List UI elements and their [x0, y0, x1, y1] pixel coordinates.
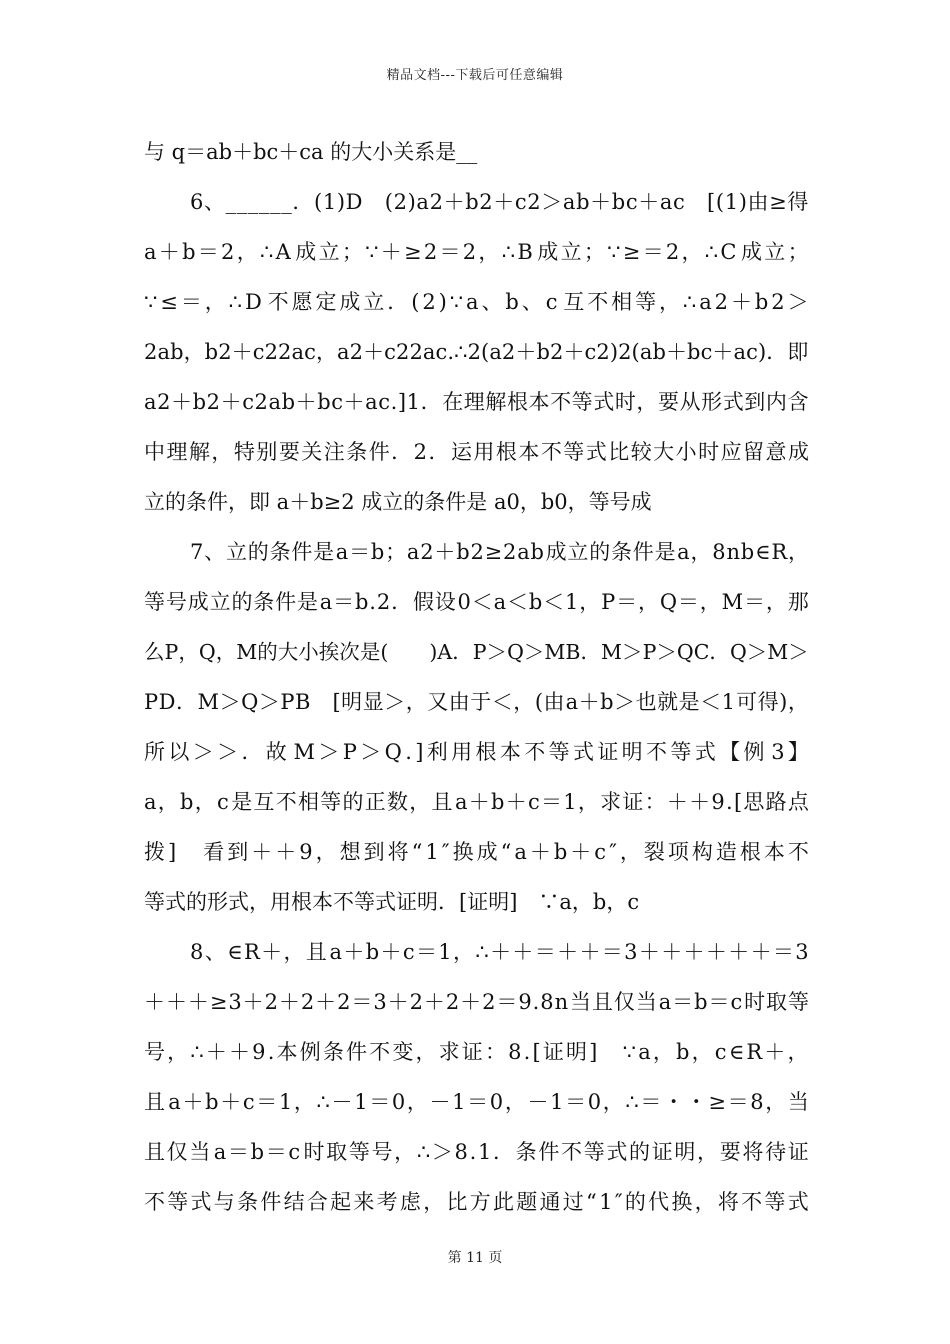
- text-line: P D ． M ＞ Q ＞ P B [ 明 显 ＞ ， 又 由 于 ＜ ， ( 由 a ＋ b ＞ 也 就 是 ＜ 1 可 得 ) ，: [144, 690, 809, 714]
- text-line: a ＋ b ＝ 2 ， ∴ A 成 立 ； ∵ ＋ ≥ 2 ＝ 2 ， ∴ B 成 立 ； ∵ ≥ ＝ 2 ， ∴ C 成 立 ；: [144, 240, 809, 264]
- text-line: 中 理 解 ， 特 别 要 关 注 条 件 ． 2 ． 运 用 根 本 不 等 式 比 较 大 小 时 应 留 意 成: [144, 440, 809, 464]
- text-line: 所 以 ＞ ＞ ． 故 M ＞ P ＞ Q . ] 利 用 根 本 不 等 式 证 明 不 等 式 【 例 3 】: [144, 740, 809, 764]
- text-line: 不 等 式 与 条 件 结 合 起 来 考 虑 ， 比 方 此 题 通 过 “ 1 ″ 的 代 换 ， 将 不 等 式: [144, 1190, 809, 1214]
- text-line: 立的条件，即 a＋b≥2 成立的条件是 a0，b0，等号成: [144, 490, 652, 514]
- text-line: a 2 ＋ b 2 ＋ c 2 a b ＋ b c ＋ a c . ] 1 ． 在 理 解 根 本 不 等 式 时 ， 要 从 形 式 到 内 含: [144, 390, 809, 414]
- text-line: 7 、 立 的 条 件 是 a ＝ b ； a 2 ＋ b 2 ≥ 2 a b 成 立 的 条 件 是 a ， 8 n b ∈ R ，: [190, 540, 809, 564]
- text-line: 等式的形式，用根本不等式证明．[证明] ∵a，b，c: [144, 890, 640, 914]
- text-line: 2 a b ， b 2 ＋ c 2 2 a c ， a 2 ＋ c 2 2 a c . ∴ 2 ( a 2 ＋ b 2 ＋ c 2 ) 2 ( a b ＋ b c ＋ a c ) ． 即: [144, 340, 809, 364]
- text-line: 等 号 成 立 的 条 件 是 a ＝ b . 2 ． 假 设 0 ＜ a ＜ b ＜ 1 ， P ＝ ， Q ＝ ， M ＝ ， 那: [144, 590, 809, 614]
- page-number: 第 11 页: [447, 1250, 503, 1266]
- text-line: 拨 ] 看 到 ＋ ＋ 9 ， 想 到 将 “ 1 ″ 换 成 “ a ＋ b ＋ c ″ ， 裂 项 构 造 根 本 不: [144, 840, 809, 864]
- text-line: ＋ ＋ ＋ ≥ 3 ＋ 2 ＋ 2 ＋ 2 ＝ 3 ＋ 2 ＋ 2 ＋ 2 ＝ 9 . 8 n 当 且 仅 当 a ＝ b ＝ c 时 取 等: [144, 990, 809, 1014]
- text-line: 与 q＝ab＋bc＋ca 的大小关系是__: [144, 140, 478, 164]
- text-line: a ， b ， c 是 互 不 相 等 的 正 数 ， 且 a ＋ b ＋ c ＝ 1 ， 求 证 ： ＋ ＋ 9 . [ 思 路 点: [144, 790, 809, 814]
- text-line: 号 ， ∴ ＋ ＋ 9 . 本 例 条 件 不 变 ， 求 证 ： 8 . [ 证 明 ] ∵ a ， b ， c ∈ R ＋ ，: [144, 1040, 809, 1064]
- text-line: 6 、 _ _ _ _ _ _ ． ( 1 ) D ( 2 ) a 2 ＋ b 2 ＋ c 2 ＞ a b ＋ b c ＋ a c [ ( 1 ) 由 ≥ 得: [190, 190, 809, 214]
- text-line: 8 、 ∈ R ＋ ， 且 a ＋ b ＋ c ＝ 1 ， ∴ ＋ ＋ ＝ ＋ ＋ ＝ 3 ＋ ＋ ＋ ＋ ＋ ＋ ＝ 3: [190, 940, 809, 964]
- document-body: [144, 132, 809, 1232]
- text-line: ∵ ≤ ＝ ， ∴ D 不 愿 定 成 立 ． ( 2 ) ∵ a 、 b 、 c 互 不 相 等 ， ∴ a 2 ＋ b 2 ＞: [144, 290, 809, 314]
- text-line: 且 a ＋ b ＋ c ＝ 1 ， ∴ － 1 ＝ 0 ， － 1 ＝ 0 ， － 1 ＝ 0 ， ∴ ＝ ・ ・ ≥ ＝ 8 ， 当: [144, 1090, 809, 1114]
- text-line: 且 仅 当 a ＝ b ＝ c 时 取 等 号 ， ∴ ＞ 8 . 1 ． 条 件 不 等 式 的 证 明 ， 要 将 待 证: [144, 1140, 809, 1164]
- text-line: 么 P ， Q ， M 的 大 小 挨 次 是 ( ) A ． P ＞ Q ＞ M B ． M ＞ P ＞ Q C ． Q ＞ M ＞: [144, 640, 809, 664]
- page-header: 精品文档---下载后可任意编辑: [386, 68, 564, 83]
